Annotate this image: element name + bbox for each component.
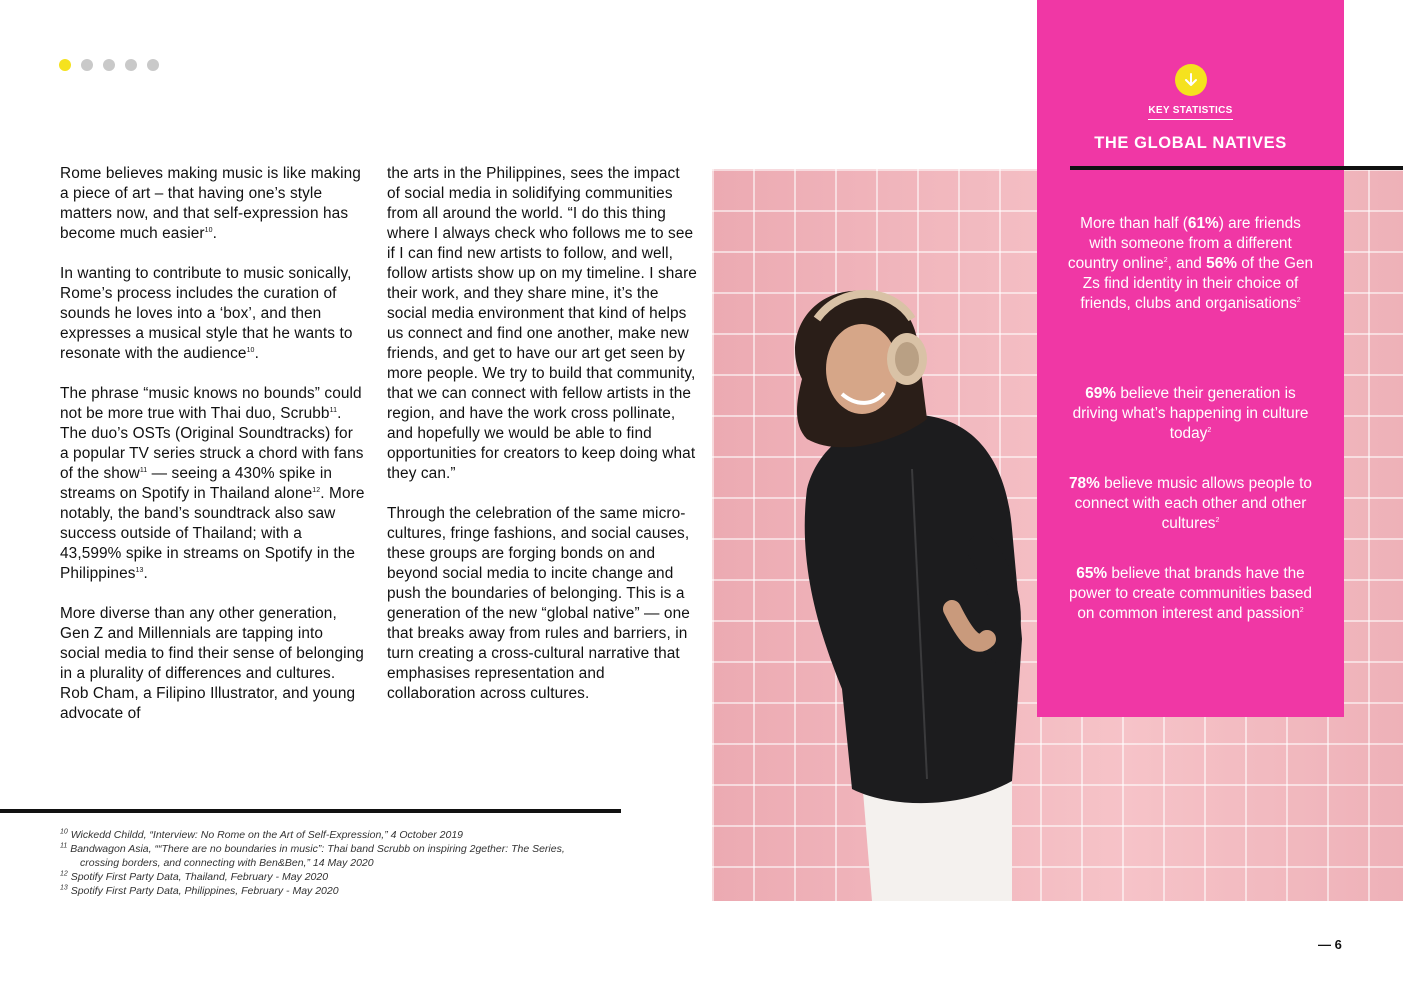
page-dot[interactable] xyxy=(81,59,93,71)
footnote-ref: 13 xyxy=(135,566,144,574)
stat-4: 65% believe that brands have the power to create communities based on common interest and passion$^2$ xyxy=(1069,565,1312,622)
page-dot-active[interactable] xyxy=(59,59,71,71)
footnote-ref: 10 xyxy=(204,226,213,234)
footnote: $^{11}$ Bandwagon Asia, ““There are no boundaries in music”: Thai band Scrubb on inspiring 2gether: The Series, xyxy=(60,842,565,855)
paragraph: the arts in the Philippines, sees the impact of social media in solidifying communities from all around the world. “I do this thing where I always check who follows me to see if I can find new artists to follow, and well, follow artists show up on my timeline. I share their work, and they share mine, it’s the social media environment that kind of helps us connect and find one another, make new friends, and get to have our art get seen by more people. We try to build that community, that we can connect with fellow artists in the region, and have the work cross pollinate, and hopefully we would be able to find opportunities for creators to keep doing what they can.” xyxy=(387,165,697,482)
panel-kicker: KEY STATISTICS xyxy=(1037,105,1344,116)
stat-1: More than half (61%) are friends with someone from a different country online$^2$, and 56% of the Gen Zs find identity in their choice of friends, clubs and organisations$^2$ xyxy=(1067,215,1314,312)
paragraph: The phrase “music knows no bounds” could not be more true with Thai duo, Scrubb$^{11}$. The duo’s OSTs (Original Soundtracks) for a popular TV series struck a chord with fans of the show$^{11}$ — seeing a 430% spike in streams on Spotify in Thailand alone$^{12}$. More notably, the band’s soundtrack also saw success outside of Thailand; with a 43,599% spike in streams on Spotify in the Philippines$^{13}$. xyxy=(60,385,365,582)
page-dots xyxy=(59,59,159,71)
text-column-middle xyxy=(387,164,697,724)
footnote-ref: 12 xyxy=(312,486,321,494)
paragraph: Through the celebration of the same micro-cultures, fringe fashions, and social causes, these groups are forging bonds on and beyond social media to incite change and push the boundaries of belonging. This is a generation of the new “global native” — one that breaks away from rules and barriers, in turn creating a cross-cultural narrative that emphasises representation and collaboration across cultures. xyxy=(387,505,690,702)
paragraph: Rome believes making music is like making a piece of art – that having one’s style matters now, and that self-expression has become much easier$^{10}$. xyxy=(60,165,361,242)
stat-2: 69% believe their generation is driving what’s happening in culture today$^2$ xyxy=(1072,385,1309,442)
page-dot[interactable] xyxy=(147,59,159,71)
footnote-continuation: crossing borders, and connecting with Ben&Ben,” 14 May 2020 xyxy=(80,857,374,869)
panel-title: THE GLOBAL NATIVES xyxy=(1094,134,1287,152)
footnote: $^{10}$ Wickedd Childd, “Interview: No Rome on the Art of Self-Expression,” 4 October 2019 xyxy=(60,828,463,841)
key-statistics-panel xyxy=(1037,0,1344,717)
footnote-ref: 11 xyxy=(139,466,148,474)
footnote-ref: 11 xyxy=(329,406,338,414)
arrow-down-icon[interactable] xyxy=(1175,64,1207,96)
page-dot[interactable] xyxy=(125,59,137,71)
page-dot[interactable] xyxy=(103,59,115,71)
footnote: $^{12}$ Spotify First Party Data, Thailand, February - May 2020 xyxy=(60,870,329,883)
stat-3: 78% believe music allows people to connect with each other and other cultures$^2$ xyxy=(1069,475,1312,532)
footnote-ref: 10 xyxy=(246,346,255,354)
footnote-divider xyxy=(0,809,621,813)
arrow-down-glyph xyxy=(1183,72,1199,88)
text-column-left xyxy=(60,164,365,744)
paragraph: More diverse than any other generation, Gen Z and Millennials are tapping into social media to find their sense of belonging in a plurality of differences and cultures. Rob Cham, a Filipino Illustrator, and young advocate of xyxy=(60,605,364,722)
footnotes xyxy=(60,828,660,898)
footnote: $^{13}$ Spotify First Party Data, Philippines, February - May 2020 xyxy=(60,884,339,897)
paragraph: In wanting to contribute to music sonically, Rome’s process includes the curation of sounds he loves into a ‘box’, and then expresses a musical style that he wants to resonate with the audience$^{10}$. xyxy=(60,265,353,362)
panel-divider xyxy=(1070,166,1403,170)
page-number: — 6 xyxy=(1318,937,1342,952)
